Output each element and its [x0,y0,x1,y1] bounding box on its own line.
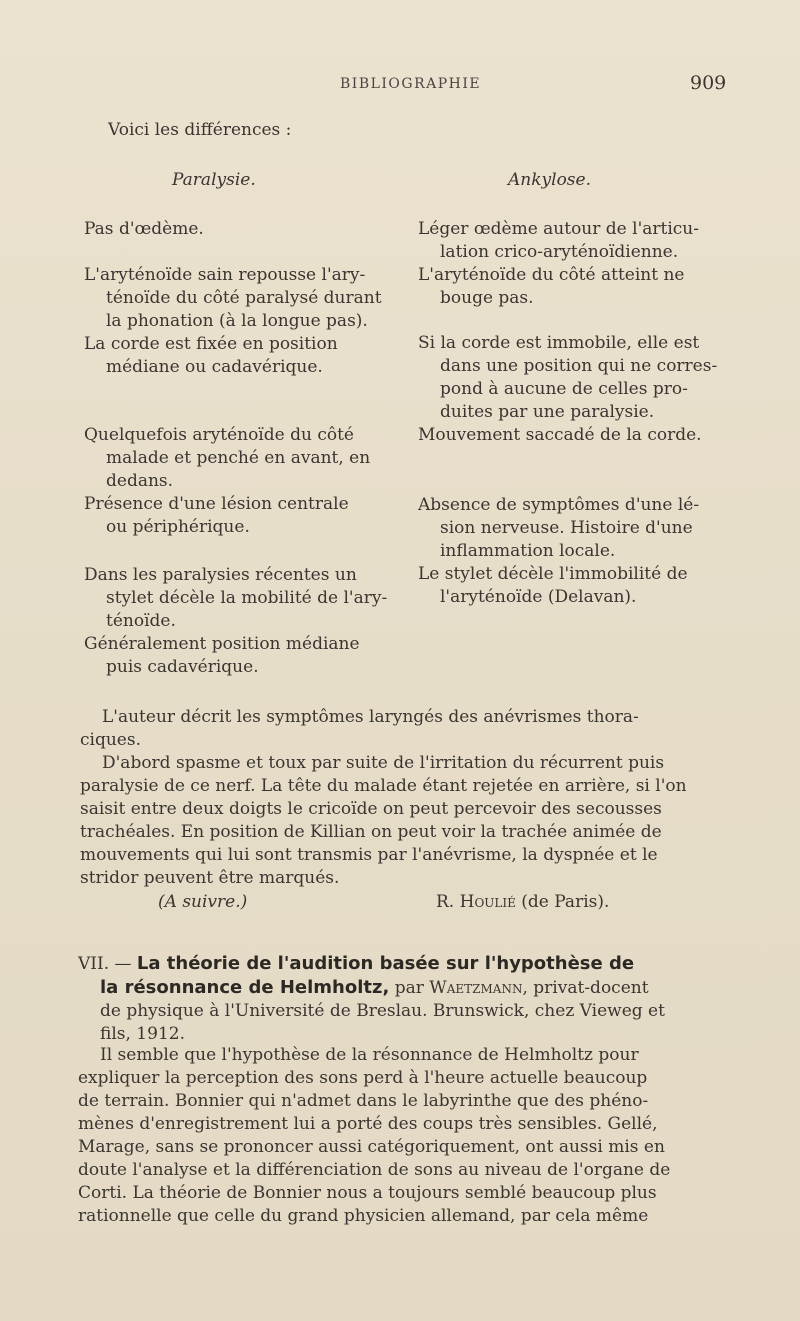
intro-text: Voici les différences : [108,120,292,140]
signature-name: Houlié [459,892,516,912]
left-line: La corde est fixée en position [84,334,338,354]
section-title-line [78,976,665,1000]
signature-initial: R. [436,892,455,912]
body-line: de terrain. Bonnier qui n'admet dans le labyrinthe que des phéno- [78,1091,649,1111]
right-line: lation crico-aryténoïdienne. [440,242,679,262]
section-author: Waetzmann, [429,978,528,998]
left-line: L'aryténoïde sain repousse l'ary- [84,265,366,285]
right-line: Mouvement saccadé de la corde. [418,425,702,445]
body-line: Il semble que l'hypothèse de la résonnance de Helmholtz pour [100,1045,639,1065]
right-column-block [418,332,717,447]
left-line: Dans les paralysies récentes un [84,565,357,585]
left-line: Quelquefois aryténoïde du côté [84,425,354,445]
author-prefix: par [394,978,424,998]
paragraph-helmholtz [78,1044,670,1228]
section-vii [78,952,665,1046]
left-line: Pas d'œdème. [84,219,204,239]
body-line: ciques. [80,730,141,750]
right-line: Absence de symptômes d'une lé- [418,495,700,515]
body-line: Corti. La théorie de Bonnier nous a toujours semblé beaucoup plus [78,1183,657,1203]
right-line: duites par une paralysie. [440,402,655,422]
right-line: l'aryténoïde (Delavan). [440,587,637,607]
left-column-block [84,424,370,539]
right-line: dans une position qui ne corres- [440,356,718,376]
right-line: pond à aucune de celles pro- [440,379,688,399]
left-line: Généralement position médiane [84,634,360,654]
page-number: 909 [690,72,727,94]
left-line: ténoïde. [106,611,176,631]
left-column-block [84,564,387,679]
right-line: Si la corde est immobile, elle est [418,333,700,353]
right-line: bouge pas. [440,288,534,308]
section-title: La théorie de l'audition basée sur l'hypothèse de [136,953,635,974]
right-line: sion nerveuse. Histoire d'une [440,518,693,538]
left-line: Présence d'une lésion centrale [84,494,349,514]
to-be-continued: (A suivre.) [158,892,248,912]
right-line: inflammation locale. [440,541,616,561]
left-line: ou périphérique. [106,517,250,537]
body-line: paralysie de ce nerf. La tête du malade étant rejetée en arrière, si l'on [80,776,687,796]
body-line: expliquer la perception des sons perd à l'heure actuelle beaucoup [78,1068,648,1088]
left-line: la phonation (à la longue pas). [106,311,368,331]
left-column-heading: Paralysie. [172,170,256,190]
author-signature [436,890,609,914]
right-column-heading: Ankylose. [508,170,591,190]
left-column-block [84,264,382,379]
body-line: rationnelle que celle du grand physicien allemand, par cela même [78,1206,649,1226]
left-line: ténoïde du côté paralysé durant [106,288,382,308]
body-line: doute l'analyse et la différenciation de sons au niveau de l'organe de [78,1160,671,1180]
section-line: fils, 1912. [100,1024,185,1044]
body-line: trachéales. En position de Killian on peut voir la trachée animée de [80,822,662,842]
signature-place: (de Paris). [521,892,610,912]
right-line: Léger œdème autour de l'articu- [418,219,699,239]
body-line: saisit entre deux doigts le cricoïde on peut percevoir des secousses [80,799,662,819]
body-line: Marage, sans se prononcer aussi catégoriquement, ont aussi mis en [78,1137,665,1157]
body-line: mènes d'enregistrement lui a porté des coups très sensibles. Gellé, [78,1114,658,1134]
section-title-line [78,952,665,976]
section-line: de physique à l'Université de Breslau. Brunswick, chez Vieweg et [100,1001,665,1021]
paragraph-aneurysm [80,706,687,890]
left-line: stylet décèle la mobilité de l'ary- [106,588,388,608]
author-suffix: privat-docent [533,978,649,998]
right-line: L'aryténoïde du côté atteint ne [418,265,685,285]
body-line: D'abord spasme et toux par suite de l'irritation du récurrent puis [102,753,665,773]
left-line: dedans. [106,471,174,491]
section-title-cont: la résonnance de Helmholtz, [100,977,390,998]
left-line: médiane ou cadavérique. [106,357,323,377]
right-column-block [418,218,699,310]
left-line: puis cadavérique. [106,657,259,677]
body-line: mouvements qui lui sont transmis par l'anévrisme, la dyspnée et le [80,845,658,865]
left-column [84,218,204,241]
body-line: L'auteur décrit les symptômes laryngés des anévrismes thora- [102,707,639,727]
section-number: VII. — [78,954,132,974]
left-line: malade et penché en avant, en [106,448,371,468]
running-title: BIBLIOGRAPHIE [340,76,482,92]
body-line: stridor peuvent être marqués. [80,868,340,888]
right-column-block [418,494,699,609]
right-line: Le stylet décèle l'immobilité de [418,564,688,584]
